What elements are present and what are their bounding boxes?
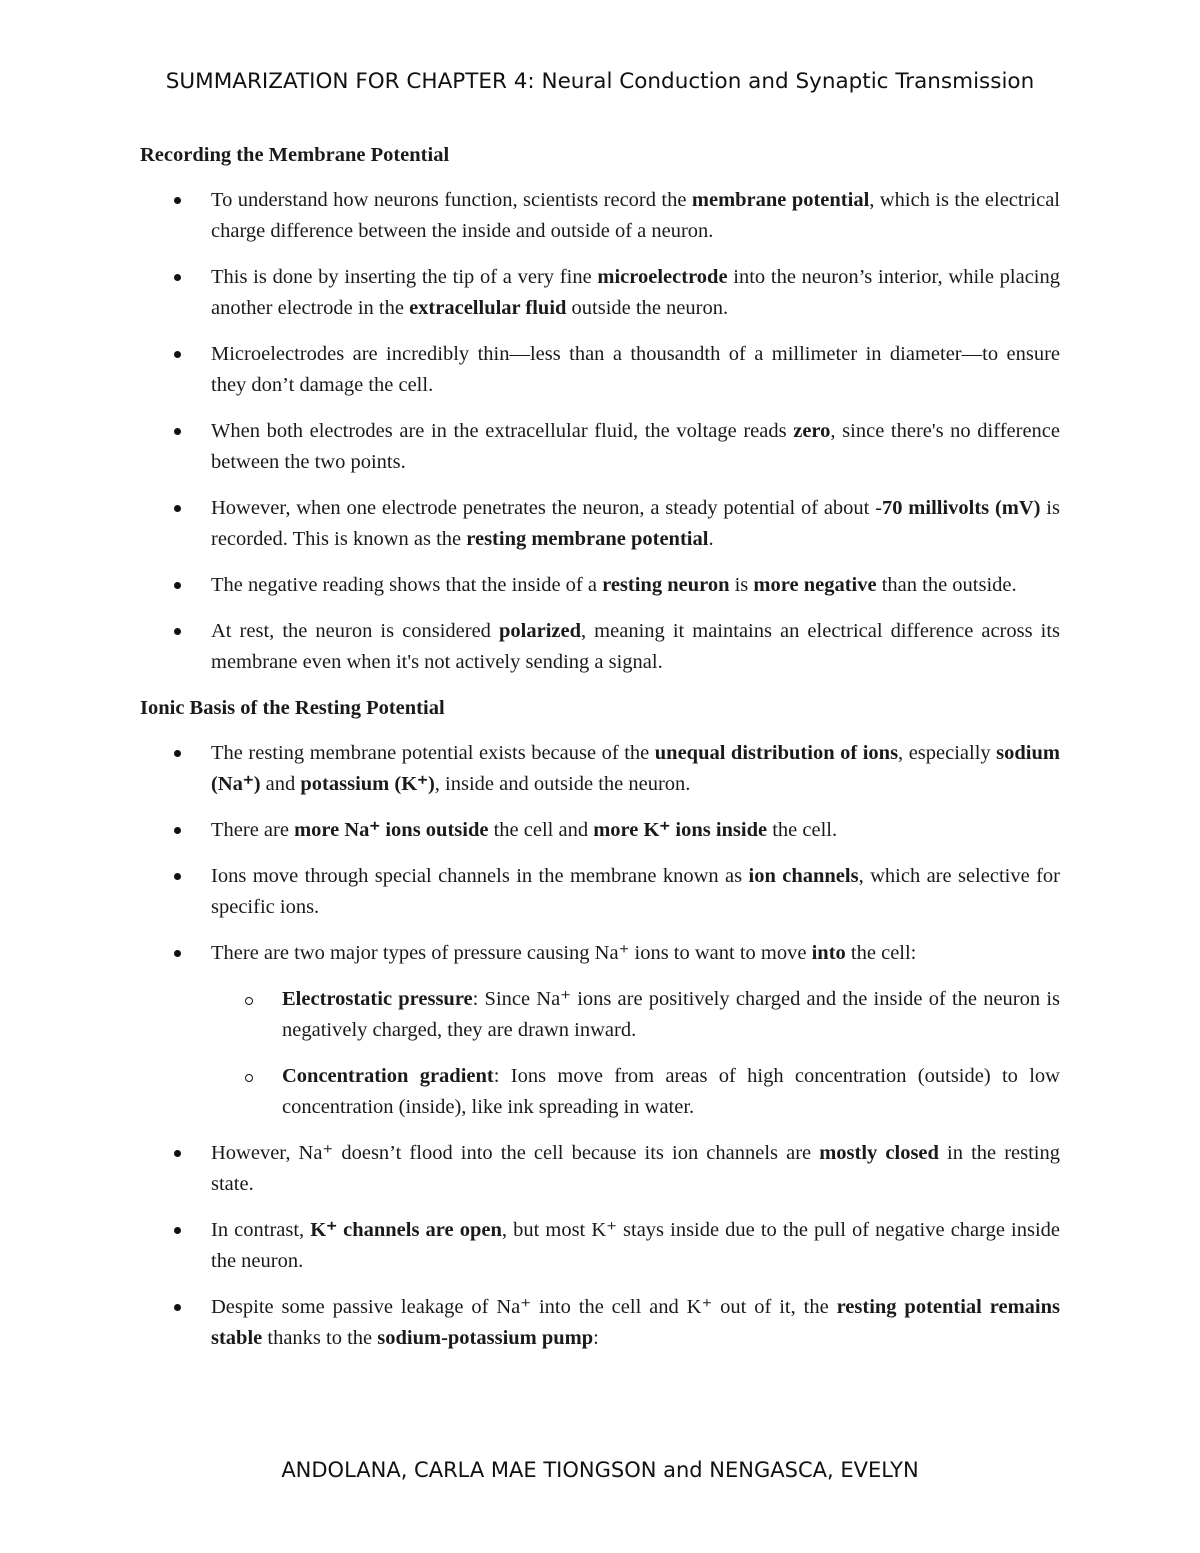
bullet-dot-icon bbox=[174, 628, 181, 635]
bold-term: more K⁺ ions inside bbox=[593, 819, 768, 841]
list-item bbox=[140, 262, 1060, 324]
bold-term: resting membrane potential bbox=[466, 528, 709, 550]
text-run: Despite some passive leakage of Na⁺ into the cell and K⁺ out of it, the bbox=[211, 1296, 837, 1318]
section-heading: Recording the Membrane Potential bbox=[140, 144, 450, 166]
bullet-dot-icon bbox=[174, 351, 181, 358]
bold-term: sodium-potassium pump bbox=[377, 1327, 594, 1349]
bold-term: membrane potential bbox=[691, 189, 870, 211]
list-item-text bbox=[211, 343, 1060, 396]
bold-term: potassium (K⁺) bbox=[300, 773, 435, 795]
list-item-text bbox=[211, 819, 837, 841]
text-run: : Since Na⁺ ions are positively charged and the inside of the neuron is negatively charged, they are drawn inward. bbox=[282, 988, 1060, 1041]
list-item bbox=[140, 1138, 1060, 1200]
bold-term: mostly closed bbox=[819, 1142, 939, 1164]
text-run: : bbox=[593, 1327, 599, 1349]
text-run: In contrast, bbox=[211, 1219, 311, 1241]
text-run: , which is the electrical charge difference between the inside and outside of a neuron. bbox=[211, 189, 1061, 242]
text-run: and bbox=[260, 773, 301, 795]
bold-term: extracellular fluid bbox=[409, 297, 567, 319]
bullet-list bbox=[140, 738, 1060, 1354]
bullet-dot-icon bbox=[174, 274, 181, 281]
text-run: the cell and bbox=[488, 819, 594, 841]
text-run: than the outside. bbox=[876, 574, 1017, 596]
sub-list-item-text bbox=[282, 988, 1060, 1041]
text-run: outside the neuron. bbox=[566, 297, 729, 319]
bullet-dot-icon bbox=[174, 950, 181, 957]
bullet-dot-icon bbox=[174, 1304, 181, 1311]
text-run: However, Na⁺ doesn’t flood into the cell because its ion channels are bbox=[211, 1142, 820, 1164]
text-run: thanks to the bbox=[262, 1327, 378, 1349]
list-item bbox=[140, 570, 1060, 601]
text-run: the cell: bbox=[845, 942, 917, 964]
bullet-dot-icon bbox=[174, 505, 181, 512]
bullet-dot-icon bbox=[174, 750, 181, 757]
list-item-text bbox=[211, 1296, 1060, 1349]
text-run: At rest, the neuron is considered bbox=[211, 620, 499, 642]
document-footer: ANDOLANA, CARLA MAE TIONGSON and NENGASCA, EVELYN bbox=[281, 1458, 919, 1482]
bold-term: polarized bbox=[499, 620, 581, 642]
text-run: The negative reading shows that the inside of a bbox=[211, 574, 603, 596]
text-run: into the neuron’s interior, while placing another electrode in the bbox=[211, 266, 1061, 319]
bold-term: sodium (Na⁺) bbox=[211, 742, 1060, 795]
section-ionic-basis bbox=[140, 693, 1060, 1354]
text-run: There are bbox=[211, 819, 295, 841]
bold-term: Concentration gradient bbox=[282, 1065, 494, 1087]
bullet-dot-icon bbox=[174, 582, 181, 589]
list-item-text bbox=[211, 865, 1060, 918]
bold-term: more negative bbox=[753, 574, 877, 596]
list-item bbox=[140, 339, 1060, 401]
text-run: Ions move through special channels in the membrane known as bbox=[211, 865, 749, 887]
list-item bbox=[140, 1292, 1060, 1354]
bullet-dot-icon bbox=[174, 1150, 181, 1157]
text-run: To understand how neurons function, scientists record the bbox=[211, 189, 692, 211]
text-run: . bbox=[708, 528, 714, 550]
circle-bullet-icon bbox=[245, 1074, 253, 1082]
list-item bbox=[140, 815, 1060, 846]
list-item bbox=[140, 938, 1060, 1123]
list-item-text bbox=[211, 742, 1060, 795]
bold-term: more Na⁺ ions outside bbox=[294, 819, 489, 841]
bold-term: Electrostatic pressure bbox=[282, 988, 473, 1010]
bold-term: resting neuron bbox=[602, 574, 730, 596]
text-run: , since there's no difference between the two points. bbox=[211, 420, 1060, 473]
list-item bbox=[140, 185, 1060, 247]
text-run: in the resting state. bbox=[211, 1142, 1060, 1195]
text-run: , but most K⁺ stays inside due to the pull of negative charge inside the neuron. bbox=[211, 1219, 1061, 1272]
document-body bbox=[140, 140, 1060, 1369]
list-item-text bbox=[211, 420, 1060, 473]
text-run: The resting membrane potential exists because of the bbox=[211, 742, 655, 764]
text-run: is bbox=[729, 574, 754, 596]
list-item bbox=[140, 616, 1060, 678]
sub-list-item-text bbox=[282, 1065, 1060, 1118]
bold-term: resting potential remains stable bbox=[211, 1296, 1060, 1349]
text-run: , inside and outside the neuron. bbox=[434, 773, 691, 795]
bold-term: ion channels bbox=[748, 865, 859, 887]
list-item bbox=[140, 1215, 1060, 1277]
text-run: This is done by inserting the tip of a very fine bbox=[211, 266, 598, 288]
section-heading: Ionic Basis of the Resting Potential bbox=[140, 697, 445, 719]
list-item-text bbox=[211, 620, 1060, 673]
bold-term: into bbox=[811, 942, 846, 964]
text-run: , meaning it maintains an electrical difference across its membrane even when it's not actively sending a signal. bbox=[211, 620, 1060, 673]
bullet-dot-icon bbox=[174, 827, 181, 834]
text-run: However, when one electrode penetrates the neuron, a steady potential of about - bbox=[211, 497, 882, 519]
text-run: is recorded. This is known as the bbox=[211, 497, 1060, 550]
list-item-text bbox=[211, 1142, 1060, 1195]
text-run: , which are selective for specific ions. bbox=[211, 865, 1060, 918]
list-item bbox=[140, 738, 1060, 800]
list-item-text bbox=[211, 1219, 1060, 1272]
list-item-text bbox=[211, 266, 1060, 319]
bold-term: unequal distribution of ions bbox=[654, 742, 899, 764]
section-recording bbox=[140, 140, 1060, 678]
document-title: SUMMARIZATION FOR CHAPTER 4: Neural Conduction and Synaptic Transmission bbox=[165, 69, 1035, 94]
text-run: , especially bbox=[898, 742, 997, 764]
bullet-dot-icon bbox=[174, 1227, 181, 1234]
bullet-dot-icon bbox=[174, 873, 181, 880]
bullet-dot-icon bbox=[174, 428, 181, 435]
text-run: When both electrodes are in the extracellular fluid, the voltage reads bbox=[211, 420, 794, 442]
sub-bullet-list bbox=[211, 984, 1060, 1123]
bold-term: K⁺ channels are open bbox=[310, 1219, 502, 1241]
bullet-list bbox=[140, 185, 1060, 678]
list-item bbox=[140, 416, 1060, 478]
list-item-text bbox=[211, 942, 916, 964]
list-item-text bbox=[211, 189, 1060, 242]
text-run: Microelectrodes are incredibly thin—less than a thousandth of a millimeter in diameter—to ensure they don’t damage the cell. bbox=[211, 343, 1060, 396]
bold-term: zero bbox=[793, 420, 831, 442]
text-run: : Ions move from areas of high concentration (outside) to low concentration (inside), like ink spreading in water. bbox=[282, 1065, 1060, 1118]
sub-list-item bbox=[211, 984, 1060, 1046]
list-item bbox=[140, 861, 1060, 923]
circle-bullet-icon bbox=[245, 997, 253, 1005]
text-run: the cell. bbox=[767, 819, 838, 841]
list-item-text bbox=[211, 497, 1060, 550]
sub-list-item bbox=[211, 1061, 1060, 1123]
list-item bbox=[140, 493, 1060, 555]
bullet-dot-icon bbox=[174, 197, 181, 204]
bold-term: microelectrode bbox=[597, 266, 728, 288]
text-run: There are two major types of pressure causing Na⁺ ions to want to move bbox=[211, 942, 812, 964]
bold-term: 70 millivolts (mV) bbox=[882, 497, 1041, 519]
list-item-text bbox=[211, 574, 1017, 596]
